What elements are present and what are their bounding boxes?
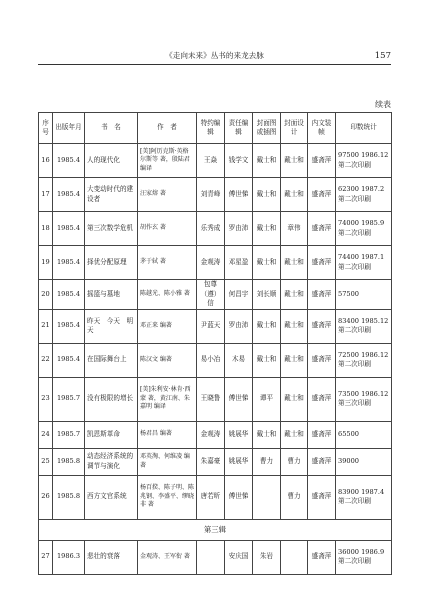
cell-print: 97500 1986.12第二次印刷	[336, 144, 392, 178]
cell-editor: 钱学文	[225, 144, 253, 178]
cell-cover-design: 戴士和	[281, 421, 308, 448]
cell-cover-design	[281, 540, 308, 574]
cell-guest-editor: 金观涛	[197, 421, 225, 448]
cell-cover-art: 戴士和	[253, 212, 281, 246]
cell-title: 没有极限的增长	[85, 377, 138, 421]
cell-print: 39000	[336, 448, 392, 475]
col-header-title: 书 名	[85, 113, 138, 144]
cell-title: 凯恩斯革命	[85, 421, 138, 448]
cell-title: 悲壮的衰落	[85, 540, 138, 574]
table-row	[39, 178, 392, 212]
cell-print: 74000 1985.9第二次印刷	[336, 212, 392, 246]
cell-date: 1985.4	[53, 144, 85, 178]
cell-editor: 傅世悌	[225, 377, 253, 421]
cell-title: 择优分配原理	[85, 246, 138, 280]
table-row	[39, 343, 392, 377]
cell-cover-art: 戴士和	[253, 178, 281, 212]
cell-author: 邓英淘、何维凌 编著	[138, 448, 197, 475]
cell-layout: 盛斋萍	[308, 540, 336, 574]
cell-layout: 盛斋萍	[308, 178, 336, 212]
cell-print: 72500 1986.12第二次印刷	[336, 343, 392, 377]
table-row	[39, 377, 392, 421]
cell-number: 23	[39, 377, 53, 421]
section-row	[39, 519, 392, 540]
cell-author: 陈汉文 编著	[138, 343, 197, 377]
cell-author: 胡作玄 著	[138, 212, 197, 246]
book-series-table	[38, 112, 392, 575]
cell-number: 24	[39, 421, 53, 448]
running-title: 《走向未来》丛书的来龙去脉	[165, 51, 264, 60]
cell-cover-design: 戴士和	[281, 377, 308, 421]
cell-layout: 盛斋萍	[308, 309, 336, 343]
cell-number: 19	[39, 246, 53, 280]
cell-guest-editor: 王晓鲁	[197, 377, 225, 421]
cell-cover-art: 刘长顺	[253, 280, 281, 310]
cell-author: 杨百揆、陈子明、陈兆钢、李盛平、缪晓非 著	[138, 475, 197, 519]
cell-date: 1985.7	[53, 421, 85, 448]
table-row	[39, 246, 392, 280]
cell-cover-design: 戴士和	[281, 280, 308, 310]
cell-date: 1986.3	[53, 540, 85, 574]
cell-editor: 何昌宇	[225, 280, 253, 310]
cell-number: 17	[39, 178, 53, 212]
cell-date: 1985.4	[53, 309, 85, 343]
cell-guest-editor: 包尊（遵）信	[197, 280, 225, 310]
cell-author: 杨君昌 编著	[138, 421, 197, 448]
cell-editor: 傅世悌	[225, 178, 253, 212]
table-row	[39, 475, 392, 519]
cell-title: 在国际舞台上	[85, 343, 138, 377]
cell-date: 1985.8	[53, 475, 85, 519]
cell-guest-editor: 乐秀成	[197, 212, 225, 246]
cell-author: 金观涛、王军衔 著	[138, 540, 197, 574]
cell-print: 57500	[336, 280, 392, 310]
table-row	[39, 421, 392, 448]
cell-editor: 姚展华	[225, 448, 253, 475]
cell-date: 1985.7	[53, 377, 85, 421]
cell-layout: 盛斋萍	[308, 280, 336, 310]
cell-date: 1985.4	[53, 280, 85, 310]
cell-layout: 盛斋萍	[308, 144, 336, 178]
cell-number: 18	[39, 212, 53, 246]
cell-date: 1985.8	[53, 448, 85, 475]
cell-cover-art: 朱岩	[253, 540, 281, 574]
table-header-row	[39, 113, 392, 144]
table-row	[39, 448, 392, 475]
cell-title: 人的现代化	[85, 144, 138, 178]
cell-layout: 盛斋萍	[308, 212, 336, 246]
cell-cover-design: 章伟	[281, 212, 308, 246]
cell-number: 27	[39, 540, 53, 574]
cell-layout: 盛斋萍	[308, 343, 336, 377]
col-header-guest-editor: 特约编辑	[197, 113, 225, 144]
col-header-print: 印数统计	[336, 113, 392, 144]
cell-date: 1985.4	[53, 178, 85, 212]
table-row	[39, 309, 392, 343]
cell-print: 36000 1986.9第二次印刷	[336, 540, 392, 574]
cell-cover-art: 戴士和	[253, 246, 281, 280]
cell-layout: 盛斋萍	[308, 246, 336, 280]
cell-author: 茅于轼 著	[138, 246, 197, 280]
cell-cover-art: 戴士和	[253, 421, 281, 448]
cell-author: [美]阿历克斯·英格尔斯等 著，殷陆君 编译	[138, 144, 197, 178]
cell-cover-design: 戴士和	[281, 144, 308, 178]
cell-editor: 罗由沛	[225, 309, 253, 343]
cell-guest-editor: 朱嘉豪	[197, 448, 225, 475]
cell-number: 22	[39, 343, 53, 377]
cell-print: 65500	[336, 421, 392, 448]
col-header-author: 作 者	[138, 113, 197, 144]
cell-title: 大变动时代的建设者	[85, 178, 138, 212]
cell-title: 昨天 今天 明天	[85, 309, 138, 343]
cell-title: 第三次数学危机	[85, 212, 138, 246]
col-header-editor: 责任编辑	[225, 113, 253, 144]
cell-number: 20	[39, 280, 53, 310]
cell-guest-editor: 易小冶	[197, 343, 225, 377]
cell-cover-design: 戴士和	[281, 343, 308, 377]
cell-cover-design: 曹力	[281, 475, 308, 519]
col-header-layout: 内文装帧	[308, 113, 336, 144]
table-row	[39, 144, 392, 178]
cell-cover-design: 戴士和	[281, 309, 308, 343]
cell-editor: 姚展华	[225, 421, 253, 448]
cell-editor: 木易	[225, 343, 253, 377]
cell-cover-design: 戴士和	[281, 246, 308, 280]
cell-print: 83400 1985.12第二次印刷	[336, 309, 392, 343]
cell-layout: 盛斋萍	[308, 377, 336, 421]
page-number: 157	[374, 51, 391, 61]
cell-guest-editor: 王焱	[197, 144, 225, 178]
cell-editor: 罗由沛	[225, 212, 253, 246]
cell-date: 1985.4	[53, 343, 85, 377]
cell-number: 26	[39, 475, 53, 519]
cell-cover-design: 戴士和	[281, 178, 308, 212]
cell-editor: 傅世悌	[225, 475, 253, 519]
cell-author: 邓正来 编著	[138, 309, 197, 343]
cell-print: 74400 1987.1第二次印刷	[336, 246, 392, 280]
cell-author: 陈越光、陈小雅 著	[138, 280, 197, 310]
cell-number: 16	[39, 144, 53, 178]
cell-author: 汪家熔 著	[138, 178, 197, 212]
cell-guest-editor: 刘青峰	[197, 178, 225, 212]
cell-guest-editor: 唐若昕	[197, 475, 225, 519]
cell-layout: 盛斋萍	[308, 475, 336, 519]
cell-cover-art: 谭平	[253, 377, 281, 421]
col-header-cover-art: 封面图或插图	[253, 113, 281, 144]
cell-cover-art: 戴士和	[253, 144, 281, 178]
header-rule	[38, 64, 391, 65]
col-header-date: 出版年月	[53, 113, 85, 144]
cell-editor: 安庆国	[225, 540, 253, 574]
running-header	[38, 49, 391, 63]
table-row	[39, 212, 392, 246]
col-header-no: 序号	[39, 113, 53, 144]
cell-cover-art: 戴士和	[253, 309, 281, 343]
cell-number: 21	[39, 309, 53, 343]
cell-guest-editor: 尹蓝天	[197, 309, 225, 343]
cell-cover-art: 曹力	[253, 448, 281, 475]
table-row	[39, 280, 392, 310]
cell-print: 73500 1986.12第三次印刷	[336, 377, 392, 421]
cell-title: 摇篮与墓地	[85, 280, 138, 310]
cell-cover-art: 戴士和	[253, 343, 281, 377]
cell-print: 83900 1987.4第二次印刷	[336, 475, 392, 519]
cell-layout: 盛斋萍	[308, 421, 336, 448]
cell-guest-editor	[197, 540, 225, 574]
cell-title: 动态经济系统的调节与演化	[85, 448, 138, 475]
table-row	[39, 540, 392, 574]
cell-cover-design: 曹力	[281, 448, 308, 475]
cell-guest-editor: 金观涛	[197, 246, 225, 280]
cell-editor: 邓星盈	[225, 246, 253, 280]
cell-print: 62300 1987.2第二次印刷	[336, 178, 392, 212]
cell-layout: 盛斋萍	[308, 448, 336, 475]
cell-date: 1985.4	[53, 212, 85, 246]
cell-author: [美]朱利安·林肯·西蒙 著，黄江南、朱嘉明 编译	[138, 377, 197, 421]
col-header-cover-design: 封面设计	[281, 113, 308, 144]
cell-date: 1985.4	[53, 246, 85, 280]
continued-label: 续表	[375, 100, 391, 109]
section-label: 第三辑	[39, 519, 392, 540]
cell-cover-art	[253, 475, 281, 519]
cell-number: 25	[39, 448, 53, 475]
cell-title: 西方文官系统	[85, 475, 138, 519]
